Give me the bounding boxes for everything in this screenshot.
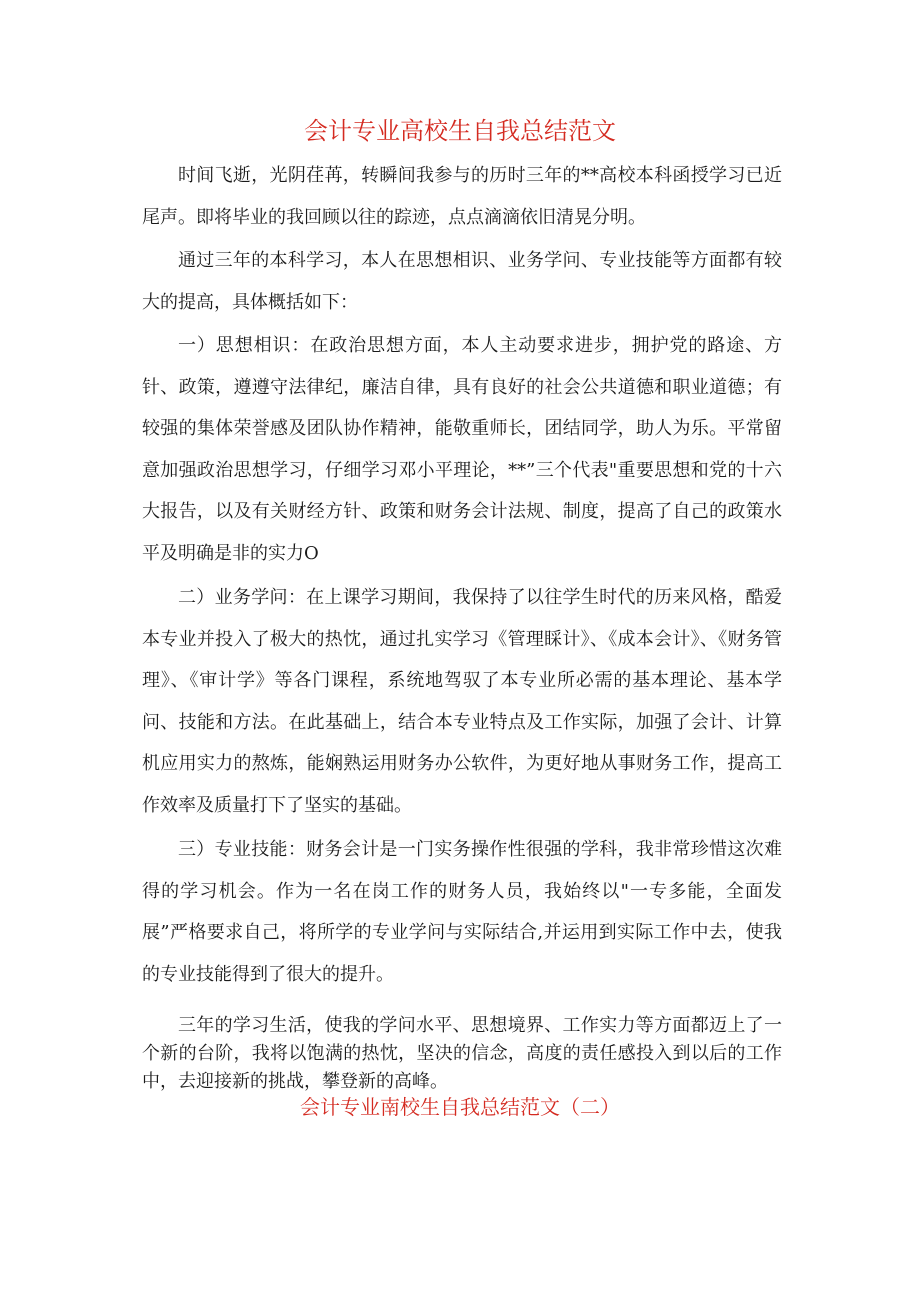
paragraph-ideology: 一）思想相识：在政治思想方面，本人主动要求进步，拥护党的路途、方针、政策，遵遵守法律纪，廉洁自律，具有良好的社会公共道德和职业道德；有较强的集体荣誉感及团队协作精神，能敬重师长，团结同学，助人为乐。平常留意加强政治思想学习，仔细学习邓小平理论，**”三个代表"重要思想和党的十六大报告，以及有关财经方针、政策和财务会计法规、制度，提高了自己的政策水平及明确是非的实力O	[142, 335, 782, 564]
document-subtitle: 会计专业南校生自我总结范文（二）	[300, 1095, 620, 1119]
paragraph-intro: 时间飞逝，光阴荏苒，转瞬间我参与的历时三年的**高校本科函授学习已近尾声。即将毕业的我回顾以往的踪迹，点点滴滴依旧清晃分明。	[142, 165, 782, 228]
paragraph-conclusion: 三年的学习生活，使我的学问水平、思想境界、工作实力等方面都迈上了一个新的台阶，我将以饱满的热忱，坚决的信念，高度的责任感投入到以后的工作中，去迎接新的挑战，攀登新的高峰。	[142, 1015, 782, 1092]
paragraph-business-knowledge: 二）业务学问：在上课学习期间，我保持了以往学生时代的历来风格，酷爱本专业并投入了极大的热忱，通过扎实学习《管理睬计》、《成本会计》、《财务管理》、《审计学》等各门课程，系统地驾驭了本专业所必需的基本理论、基本学问、技能和方法。在此基础上，结合本专业特点及工作实际，加强了会计、计算机应用实力的熬炼，能娴熟运用财务办公软件，为更好地从事财务工作，提高工作效率及质量打下了坚实的基础。	[142, 587, 782, 816]
paragraph-overview: 通过三年的本科学习，本人在思想相识、业务学问、专业技能等方面都有较大的提高，具体概括如下：	[142, 250, 782, 313]
paragraph-professional-skills: 三）专业技能：财务会计是一门实务操作性很强的学科，我非常珍惜这次难得的学习机会。作为一名在岗工作的财务人员，我始终以"一专多能，全面发展”严格要求自己，将所学的专业学问与实际结合,并运用到实际工作中去，使我的专业技能得到了很大的提升。	[142, 839, 782, 985]
document-title: 会计专业高校生自我总结范文	[304, 117, 616, 145]
